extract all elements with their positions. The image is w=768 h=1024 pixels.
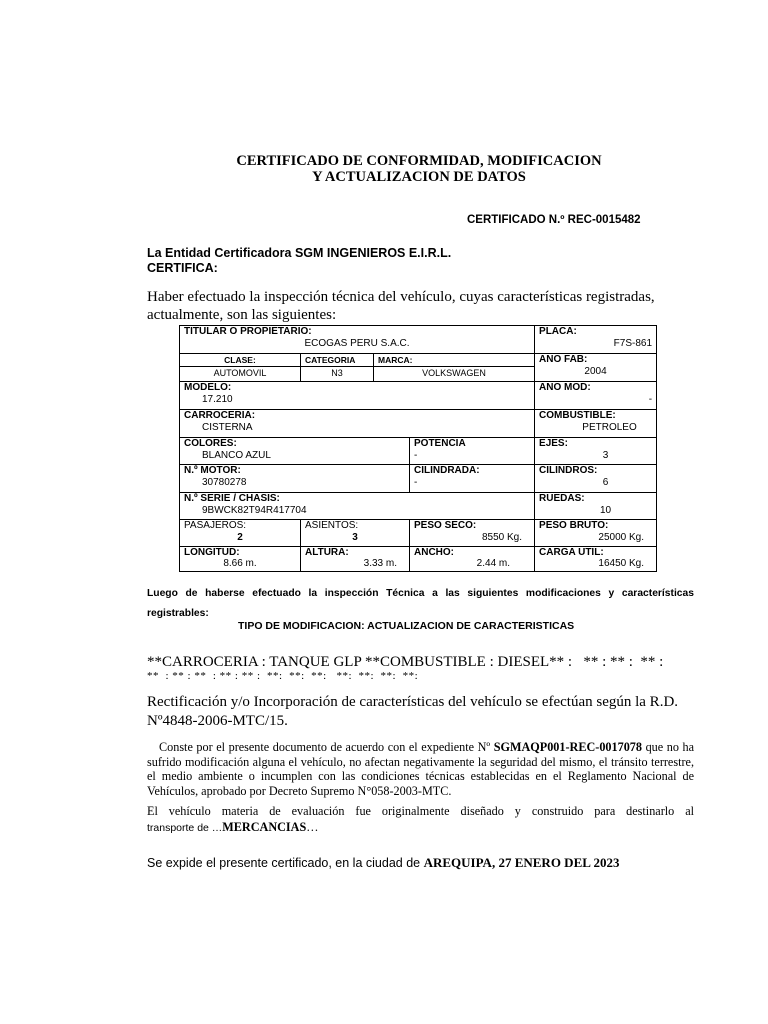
cell-categoria bbox=[301, 354, 374, 382]
placa-value: F7S-861 bbox=[613, 338, 653, 349]
ejes-value: 3 bbox=[602, 450, 609, 461]
modelo-label: MODELO: bbox=[184, 382, 232, 393]
ano-mod-value: - bbox=[648, 394, 653, 405]
vehicle-specs-table bbox=[179, 325, 657, 572]
vehiculo-paragraph bbox=[147, 803, 694, 836]
cilindrada-label: CILINDRADA: bbox=[414, 465, 480, 476]
cell-ruedas bbox=[535, 493, 657, 520]
peso-bruto-label: PESO BRUTO: bbox=[539, 520, 609, 531]
title-line-2: Y ACTUALIZACION DE DATOS bbox=[312, 169, 526, 185]
ejes-label: EJES: bbox=[539, 438, 568, 449]
categoria-label: CATEGORIA bbox=[301, 354, 373, 367]
specs-row-clase bbox=[180, 354, 657, 382]
ancho-label: ANCHO: bbox=[414, 547, 454, 558]
conste-text-after: que no ha sufrido modificación alguna el vehículo, no afectan negativamente la seguridad del mismo, el tránsito terrestre, el medio ambiente o incumplen con las condiciones técnicas establecidas en el Reglamento Nacional de Vehículos, aprobado por Decreto Supremo N°058-2003-MTC. bbox=[147, 740, 694, 798]
ano-fab-value: 2004 bbox=[584, 366, 607, 377]
cell-longitud bbox=[180, 547, 301, 572]
transporte-text: transporte de … bbox=[147, 822, 223, 834]
certificate-number: CERTIFICADO N.º REC-0015482 bbox=[467, 214, 641, 226]
specs-row-carroceria bbox=[180, 410, 657, 438]
cell-modelo bbox=[180, 382, 535, 410]
carga-util-label: CARGA UTIL: bbox=[539, 547, 604, 558]
cell-ano-fab bbox=[535, 354, 657, 382]
specs-row-titular bbox=[180, 326, 657, 354]
altura-value: 3.33 m. bbox=[363, 558, 397, 569]
peso-seco-label: PESO SECO: bbox=[414, 520, 477, 531]
cell-serie bbox=[180, 493, 535, 520]
carga-util-value: 16450 Kg. bbox=[598, 558, 645, 569]
cell-placa bbox=[535, 326, 657, 354]
pasajeros-value: 2 bbox=[237, 532, 243, 543]
cell-titular bbox=[180, 326, 535, 354]
title-line-1: CERTIFICADO DE CONFORMIDAD, MODIFICACION bbox=[236, 153, 602, 169]
conste-text-before: Conste por el presente documento de acuerdo con el expediente Nº bbox=[159, 740, 494, 754]
specs-row-serie bbox=[180, 493, 657, 520]
carroceria-label: CARROCERIA: bbox=[184, 410, 256, 421]
cell-potencia bbox=[410, 438, 535, 465]
potencia-value: - bbox=[414, 450, 418, 461]
combustible-label: COMBUSTIBLE: bbox=[539, 410, 616, 421]
cell-carroceria bbox=[180, 410, 535, 438]
pasajeros-label: PASAJEROS: bbox=[184, 520, 247, 531]
altura-label: ALTURA: bbox=[305, 547, 349, 558]
peso-bruto-value: 25000 Kg. bbox=[598, 532, 645, 543]
marca-label: MARCA: bbox=[374, 354, 534, 367]
cell-asientos bbox=[301, 520, 410, 547]
cell-pasajeros bbox=[180, 520, 301, 547]
specs-row-colores bbox=[180, 438, 657, 465]
serie-label: N.º SERIE / CHASIS: bbox=[184, 493, 280, 504]
cilindros-value: 6 bbox=[602, 477, 609, 488]
cell-motor bbox=[180, 465, 410, 493]
vehiculo-ellipsis: … bbox=[306, 820, 319, 834]
cilindros-label: CILINDROS: bbox=[539, 465, 598, 476]
longitud-label: LONGITUD: bbox=[184, 547, 240, 558]
modifications-line-2: ** : ** : ** : ** : ** : **: **: **: **: **: **: **: bbox=[147, 670, 419, 682]
placa-label: PLACA: bbox=[539, 326, 577, 337]
specs-row-motor bbox=[180, 465, 657, 493]
longitud-value: 8.66 m. bbox=[223, 558, 257, 569]
modification-type: TIPO DE MODIFICACION: ACTUALIZACION DE CARACTERISTICAS bbox=[238, 620, 575, 632]
cell-cilindros bbox=[535, 465, 657, 493]
cell-marca bbox=[374, 354, 535, 382]
categoria-value: N3 bbox=[331, 368, 343, 378]
combustible-value: PETROLEO bbox=[582, 422, 637, 433]
titular-label: TITULAR O PROPIETARIO: bbox=[184, 326, 312, 337]
certifica-label: CERTIFICA: bbox=[147, 261, 218, 275]
mercancias-text: MERCANCIAS bbox=[222, 820, 307, 834]
motor-value: 30780278 bbox=[202, 477, 247, 488]
intro-paragraph: Haber efectuado la inspección técnica del vehículo, cuyas características registradas, actualmente, son las siguientes: bbox=[147, 289, 655, 323]
cell-ancho bbox=[410, 547, 535, 572]
after-inspection-text: Luego de haberse efectuado la inspección Técnica a las siguientes modificaciones y características registrables: bbox=[147, 588, 694, 619]
asientos-value: 3 bbox=[352, 532, 358, 543]
cell-clase bbox=[180, 354, 301, 382]
cilindrada-value: - bbox=[414, 477, 418, 488]
entity-line: La Entidad Certificadora SGM INGENIEROS E.I.R.L. bbox=[147, 246, 452, 260]
motor-label: N.º MOTOR: bbox=[184, 465, 241, 476]
expide-text: Se expide el presente certificado, en la ciudad de bbox=[147, 856, 424, 870]
asientos-label: ASIENTOS: bbox=[305, 520, 359, 531]
cell-colores bbox=[180, 438, 410, 465]
serie-value: 9BWCK82T94R417704 bbox=[202, 505, 307, 516]
cell-ano-mod bbox=[535, 382, 657, 410]
colores-value: BLANCO AZUL bbox=[202, 450, 271, 461]
clase-label: CLASE: bbox=[180, 354, 300, 367]
ano-fab-label: ANO FAB: bbox=[539, 354, 588, 365]
ano-mod-label: ANO MOD: bbox=[539, 382, 591, 393]
rectificacion-paragraph: Rectificación y/o Incorporación de características del vehículo se efectúan según la R.D. Nº4848-2006-MTC/15. bbox=[147, 694, 679, 729]
conste-paragraph bbox=[147, 740, 694, 798]
specs-row-pasajeros bbox=[180, 520, 657, 547]
modelo-value: 17.210 bbox=[202, 394, 233, 405]
ruedas-label: RUEDAS: bbox=[539, 493, 585, 504]
cell-peso-bruto bbox=[535, 520, 657, 547]
vehiculo-line-1: El vehículo materia de evaluación fue originalmente diseñado y construido para destinarlo al bbox=[147, 804, 694, 818]
cell-carga-util bbox=[535, 547, 657, 572]
marca-value: VOLKSWAGEN bbox=[422, 368, 486, 378]
ruedas-value: 10 bbox=[599, 505, 612, 516]
peso-seco-value: 8550 Kg. bbox=[481, 532, 523, 543]
carroceria-value: CISTERNA bbox=[202, 422, 253, 433]
ancho-value: 2.44 m. bbox=[476, 558, 511, 569]
modifications-line-1: **CARROCERIA : TANQUE GLP **COMBUSTIBLE : DIESEL** : ** : ** : ** : bbox=[147, 654, 664, 670]
expediente-number: SGMAQP001-REC-0017078 bbox=[493, 740, 642, 754]
cell-cilindrada bbox=[410, 465, 535, 493]
cell-combustible bbox=[535, 410, 657, 438]
cell-altura bbox=[301, 547, 410, 572]
potencia-label: POTENCIA bbox=[414, 438, 466, 449]
expide-place-date: AREQUIPA, 27 ENERO DEL 2023 bbox=[423, 855, 620, 870]
specs-row-longitud bbox=[180, 547, 657, 572]
titular-value: ECOGAS PERU S.A.C. bbox=[304, 338, 410, 349]
clase-value: AUTOMOVIL bbox=[213, 368, 267, 378]
colores-label: COLORES: bbox=[184, 438, 237, 449]
expide-line bbox=[147, 855, 619, 871]
cell-peso-seco bbox=[410, 520, 535, 547]
specs-row-modelo bbox=[180, 382, 657, 410]
cell-ejes bbox=[535, 438, 657, 465]
